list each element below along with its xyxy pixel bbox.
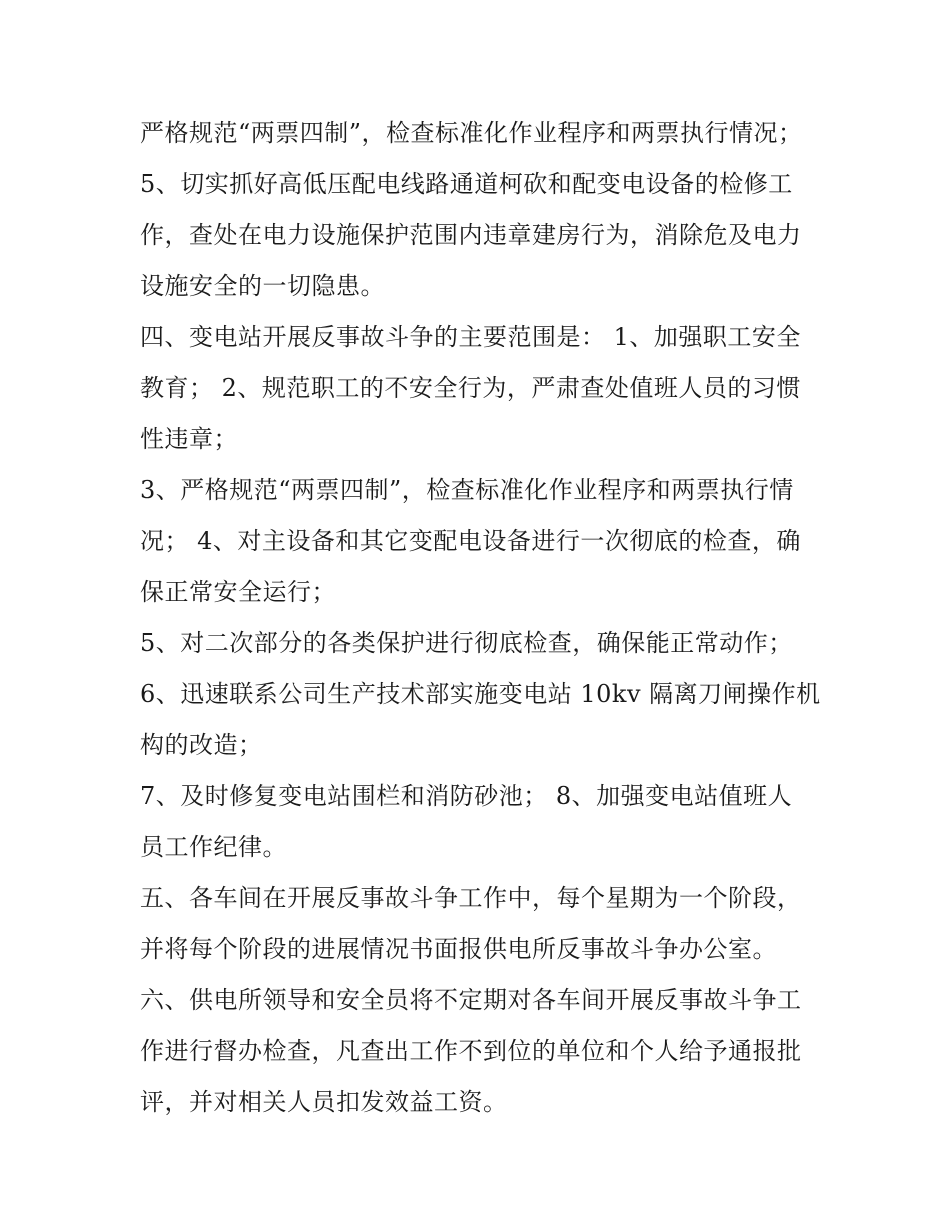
text-line: 作进行督办检查，凡查出工作不到位的单位和个人给予通报批 — [140, 1037, 802, 1065]
text-line: 构的改造； — [140, 731, 263, 759]
text-line: 五、各车间在开展反事故斗争工作中，每个星期为一个阶段， — [140, 884, 802, 912]
text-line: 5、对二次部分的各类保护进行彻底检查，确保能正常动作； — [140, 629, 793, 657]
text-line: 并将每个阶段的进展情况书面报供电所反事故斗争办公室。 — [140, 935, 777, 963]
text-line: 员工作纪律。 — [140, 833, 287, 861]
text-line: 6、迅速联系公司生产技术部实施变电站 10kv 隔离刀闸操作机 — [140, 680, 821, 708]
text-line: 评，并对相关人员扣发效益工资。 — [140, 1088, 508, 1116]
text-line: 5、切实抓好高低压配电线路通道柯砍和配变电设备的检修工 — [140, 170, 793, 198]
text-line: 严格规范“两票四制”，检查标准化作业程序和两票执行情况； — [140, 119, 803, 147]
text-line: 性违章； — [140, 425, 238, 453]
text-line: 况； 4、对主设备和其它变配电设备进行一次彻底的检查，确 — [140, 527, 801, 555]
document-body — [140, 108, 820, 1128]
text-line: 教育； 2、规范职工的不安全行为，严肃查处值班人员的习惯 — [140, 374, 801, 402]
text-line: 3、严格规范“两票四制”，检查标准化作业程序和两票执行情 — [140, 476, 794, 504]
text-line: 7、及时修复变电站围栏和消防砂池； 8、加强变电站值班人 — [140, 782, 793, 810]
text-line: 保正常安全运行； — [140, 578, 336, 606]
text-line: 六、供电所领导和安全员将不定期对各车间开展反事故斗争工 — [140, 986, 802, 1014]
text-line: 作，查处在电力设施保护范围内违章建房行为，消除危及电力 — [140, 221, 802, 249]
text-line: 设施安全的一切隐患。 — [140, 272, 385, 300]
text-line: 四、变电站开展反事故斗争的主要范围是： 1、加强职工安全 — [140, 323, 801, 351]
